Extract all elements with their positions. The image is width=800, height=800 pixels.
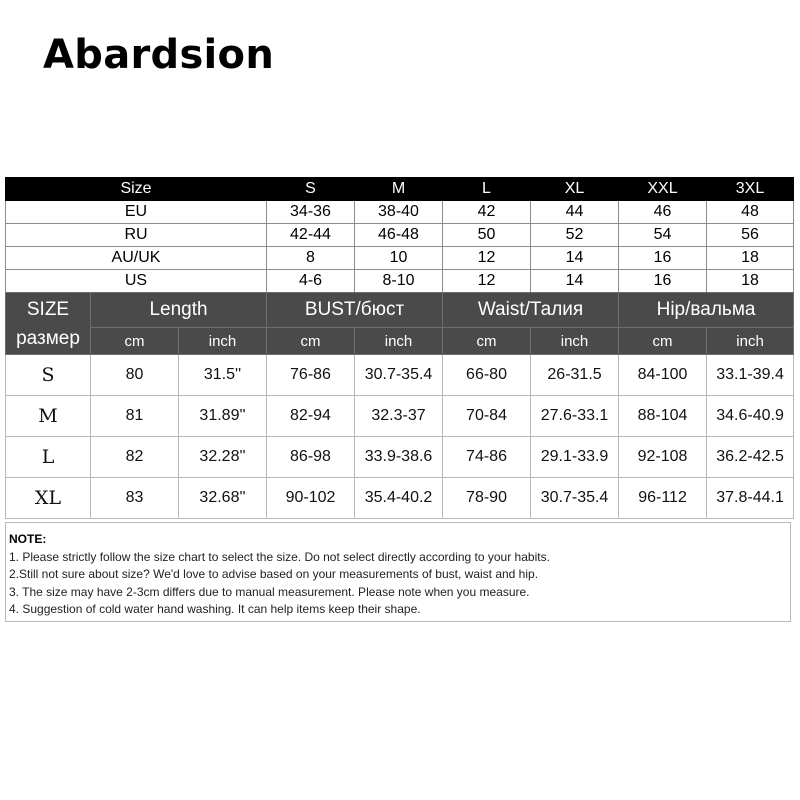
conversion-cell: 8-10 bbox=[355, 270, 443, 293]
conversion-cell: 38-40 bbox=[355, 201, 443, 224]
conversion-cell: 52 bbox=[531, 224, 619, 247]
conversion-cell: 18 bbox=[707, 270, 794, 293]
measurement-row-s bbox=[6, 355, 794, 396]
measurement-cell: 80 bbox=[91, 355, 179, 396]
measurement-cell: 78-90 bbox=[443, 478, 531, 519]
measurement-cell: 26-31.5 bbox=[531, 355, 619, 396]
length-group-header: Length bbox=[91, 293, 267, 328]
bust-group-header: BUST/бюст bbox=[267, 293, 443, 328]
measurement-cell: 33.9-38.6 bbox=[355, 437, 443, 478]
note-item: 3. The size may have 2-3cm differs due to manual measurement. Please note when you measure. bbox=[9, 584, 530, 599]
conversion-cell: 16 bbox=[619, 247, 707, 270]
measurement-cell: 29.1-33.9 bbox=[531, 437, 619, 478]
measurement-cell: 33.1-39.4 bbox=[707, 355, 794, 396]
conversion-cell: US bbox=[6, 270, 267, 293]
conversion-cell: 4-6 bbox=[267, 270, 355, 293]
measurement-cell: 96-112 bbox=[619, 478, 707, 519]
note-item: 4. Suggestion of cold water hand washing. It can help items keep their shape. bbox=[9, 602, 421, 616]
conversion-cell: 34-36 bbox=[267, 201, 355, 224]
conversion-header-cell: 3XL bbox=[707, 178, 794, 201]
measurement-cell: 30.7-35.4 bbox=[355, 355, 443, 396]
measurement-cell: 34.6-40.9 bbox=[707, 396, 794, 437]
unit-header-cell: inch bbox=[355, 328, 443, 355]
conversion-header-cell: M bbox=[355, 178, 443, 201]
conversion-cell: RU bbox=[6, 224, 267, 247]
measurement-cell: 82-94 bbox=[267, 396, 355, 437]
size-cell: M bbox=[6, 396, 91, 437]
unit-header-cell: cm bbox=[267, 328, 355, 355]
size-cell: L bbox=[6, 437, 91, 478]
measurement-cell: 74-86 bbox=[443, 437, 531, 478]
size-header-label: SIZE bbox=[26, 298, 70, 320]
unit-header-cell: inch bbox=[531, 328, 619, 355]
conversion-header-row bbox=[6, 178, 794, 201]
unit-header-cell: inch bbox=[707, 328, 794, 355]
measurement-cell: 35.4-40.2 bbox=[355, 478, 443, 519]
measurement-cell: 66-80 bbox=[443, 355, 531, 396]
measurement-group-header-row bbox=[6, 293, 794, 328]
conversion-header-cell: Size bbox=[6, 178, 267, 201]
measurement-cell: 84-100 bbox=[619, 355, 707, 396]
conversion-row-us bbox=[6, 270, 794, 293]
conversion-cell: 16 bbox=[619, 270, 707, 293]
size-column-header bbox=[6, 293, 91, 355]
conversion-cell: 12 bbox=[443, 247, 531, 270]
measurement-cell: 70-84 bbox=[443, 396, 531, 437]
notes-box bbox=[5, 522, 791, 622]
measurement-cell: 27.6-33.1 bbox=[531, 396, 619, 437]
conversion-cell: 12 bbox=[443, 270, 531, 293]
conversion-cell: 50 bbox=[443, 224, 531, 247]
measurement-cell: 90-102 bbox=[267, 478, 355, 519]
measurement-row-xl bbox=[6, 478, 794, 519]
conversion-header-cell: L bbox=[443, 178, 531, 201]
measurement-cell: 76-86 bbox=[267, 355, 355, 396]
measurement-cell: 31.89'' bbox=[179, 396, 267, 437]
measurement-cell: 36.2-42.5 bbox=[707, 437, 794, 478]
notes-title: NOTE: bbox=[9, 532, 47, 546]
conversion-cell: 42 bbox=[443, 201, 531, 224]
conversion-cell: EU bbox=[6, 201, 267, 224]
conversion-header-cell: S bbox=[267, 178, 355, 201]
measurement-cell: 92-108 bbox=[619, 437, 707, 478]
measurement-unit-header-row bbox=[6, 328, 794, 355]
note-item: 1. Please strictly follow the size chart to select the size. Do not select directly according to your habits. bbox=[9, 549, 550, 564]
conversion-cell: 14 bbox=[531, 247, 619, 270]
size-measurement-table bbox=[5, 292, 794, 519]
brand-title: Abardsion bbox=[43, 32, 275, 78]
conversion-cell: 18 bbox=[707, 247, 794, 270]
conversion-cell: 46 bbox=[619, 201, 707, 224]
measurement-cell: 30.7-35.4 bbox=[531, 478, 619, 519]
conversion-cell: 54 bbox=[619, 224, 707, 247]
measurement-cell: 31.5'' bbox=[179, 355, 267, 396]
conversion-cell: 42-44 bbox=[267, 224, 355, 247]
measurement-row-l bbox=[6, 437, 794, 478]
measurement-cell: 88-104 bbox=[619, 396, 707, 437]
conversion-header-cell: XXL bbox=[619, 178, 707, 201]
measurement-row-m bbox=[6, 396, 794, 437]
conversion-cell: 8 bbox=[267, 247, 355, 270]
conversion-cell: 10 bbox=[355, 247, 443, 270]
conversion-row-eu bbox=[6, 201, 794, 224]
conversion-row-ru bbox=[6, 224, 794, 247]
measurement-cell: 82 bbox=[91, 437, 179, 478]
conversion-cell: 14 bbox=[531, 270, 619, 293]
unit-header-cell: cm bbox=[619, 328, 707, 355]
conversion-cell: 46-48 bbox=[355, 224, 443, 247]
conversion-cell: 44 bbox=[531, 201, 619, 224]
size-cell: XL bbox=[6, 478, 91, 519]
note-item: 2.Still not sure about size? We'd love to advise based on your measurements of bust, waist and hip. bbox=[9, 567, 539, 581]
conversion-cell: 56 bbox=[707, 224, 794, 247]
conversion-header-cell: XL bbox=[531, 178, 619, 201]
size-header-label-ru: размер bbox=[16, 327, 80, 349]
unit-header-cell: cm bbox=[91, 328, 179, 355]
conversion-row-auuk bbox=[6, 247, 794, 270]
size-conversion-table bbox=[5, 177, 794, 293]
unit-header-cell: inch bbox=[179, 328, 267, 355]
measurement-cell: 32.28'' bbox=[179, 437, 267, 478]
measurement-cell: 83 bbox=[91, 478, 179, 519]
size-cell: S bbox=[6, 355, 91, 396]
measurement-cell: 81 bbox=[91, 396, 179, 437]
hip-group-header: Hip/вальма bbox=[619, 293, 794, 328]
unit-header-cell: cm bbox=[443, 328, 531, 355]
waist-group-header: Waist/Талия bbox=[443, 293, 619, 328]
measurement-cell: 32.3-37 bbox=[355, 396, 443, 437]
conversion-cell: AU/UK bbox=[6, 247, 267, 270]
measurement-cell: 37.8-44.1 bbox=[707, 478, 794, 519]
conversion-cell: 48 bbox=[707, 201, 794, 224]
measurement-cell: 32.68'' bbox=[179, 478, 267, 519]
measurement-cell: 86-98 bbox=[267, 437, 355, 478]
